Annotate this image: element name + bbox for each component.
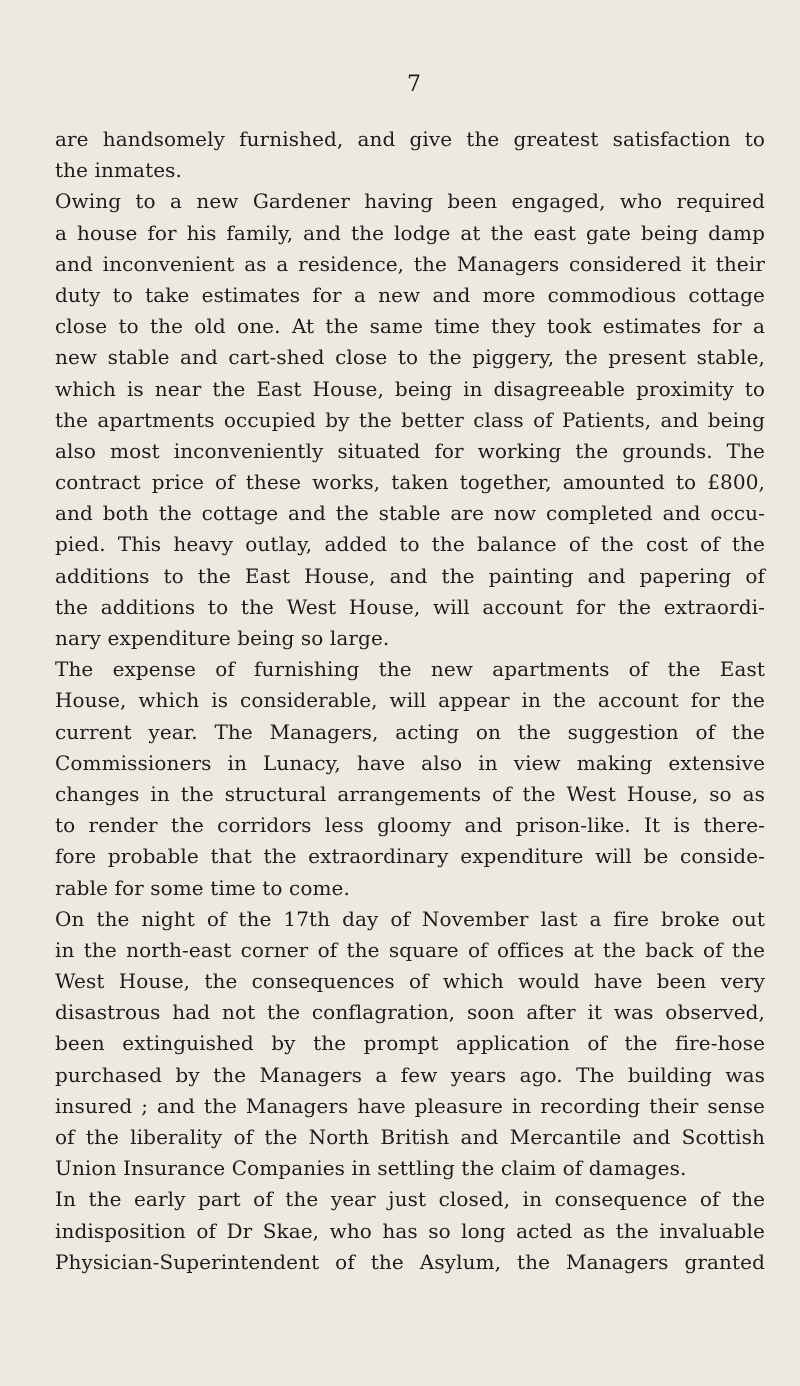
text-line: additions to the East House, and the painting and papering of xyxy=(55,563,765,588)
text-line: Physician-Superintendent of the Asylum, the Managers granted xyxy=(55,1249,765,1274)
text-line: pied. This heavy outlay, added to the balance of the cost of the xyxy=(55,532,765,557)
text-line: The expense of furnishing the new apartments of the East xyxy=(55,657,765,682)
text-line: disastrous had not the conflagration, soon after it was observed, xyxy=(55,1000,765,1025)
text-line: been extinguished by the prompt application of the fire-hose xyxy=(55,1031,765,1056)
text-line: changes in the structural arrangements of the West House, so as xyxy=(55,781,765,806)
text-line: the inmates. xyxy=(55,158,182,183)
text-line: Commissioners in Lunacy, have also in view making extensive xyxy=(55,750,765,775)
text-line: close to the old one. At the same time they took estimates for a xyxy=(55,314,765,339)
page-number: 7 xyxy=(407,72,421,97)
text-line: duty to take estimates for a new and more commodious cottage xyxy=(55,282,765,307)
text-line: of the liberality of the North British and Mercantile and Scottish xyxy=(55,1125,765,1149)
text-line: West House, the consequences of which would have been very xyxy=(55,969,765,994)
text-line: a house for his family, and the lodge at the east gate being damp xyxy=(55,220,765,245)
text-line: insured ; and the Managers have pleasure in recording their sense xyxy=(55,1093,765,1118)
text-line: the additions to the West House, will account for the extraordi- xyxy=(55,594,765,619)
text-line: purchased by the Managers a few years ago. The building was xyxy=(55,1062,765,1087)
text-line: and inconvenient as a residence, the Managers considered it their xyxy=(55,251,765,276)
text-line: indisposition of Dr Skae, who has so long acted as the invaluable xyxy=(55,1218,765,1243)
text-line: House, which is considerable, will appear in the account for the xyxy=(55,688,765,713)
text-line: also most inconveniently situated for working the grounds. The xyxy=(55,438,765,463)
text-line: current year. The Managers, acting on the suggestion of the xyxy=(55,719,765,744)
text-line: fore probable that the extraordinary expenditure will be conside- xyxy=(55,844,765,869)
text-line: which is near the East House, being in disagreeable proximity to xyxy=(55,376,765,401)
text-line: nary expenditure being so large. xyxy=(55,626,390,650)
text-line: new stable and cart-shed close to the piggery, the present stable, xyxy=(55,345,765,370)
body-text xyxy=(55,124,765,1278)
text-line: On the night of the 17th day of November last a fire broke out xyxy=(55,906,765,931)
text-line: in the north-east corner of the square of offices at the back of the xyxy=(55,937,765,962)
text-line: the apartments occupied by the better class of Patients, and being xyxy=(55,407,765,432)
text-line: rable for some time to come. xyxy=(55,875,350,900)
text-line: In the early part of the year just closed, in consequence of the xyxy=(55,1187,765,1212)
text-line: contract price of these works, taken together, amounted to £800, xyxy=(55,470,765,495)
text-line: are handsomely furnished, and give the greatest satisfaction to xyxy=(55,127,765,151)
text-line: and both the cottage and the stable are now completed and occu- xyxy=(55,501,765,526)
text-line: Owing to a new Gardener having been engaged, who required xyxy=(55,189,765,214)
text-line: Union Insurance Companies in settling the claim of damages. xyxy=(55,1156,687,1181)
text-line: to render the corridors less gloomy and prison-like. It is there- xyxy=(55,813,765,838)
